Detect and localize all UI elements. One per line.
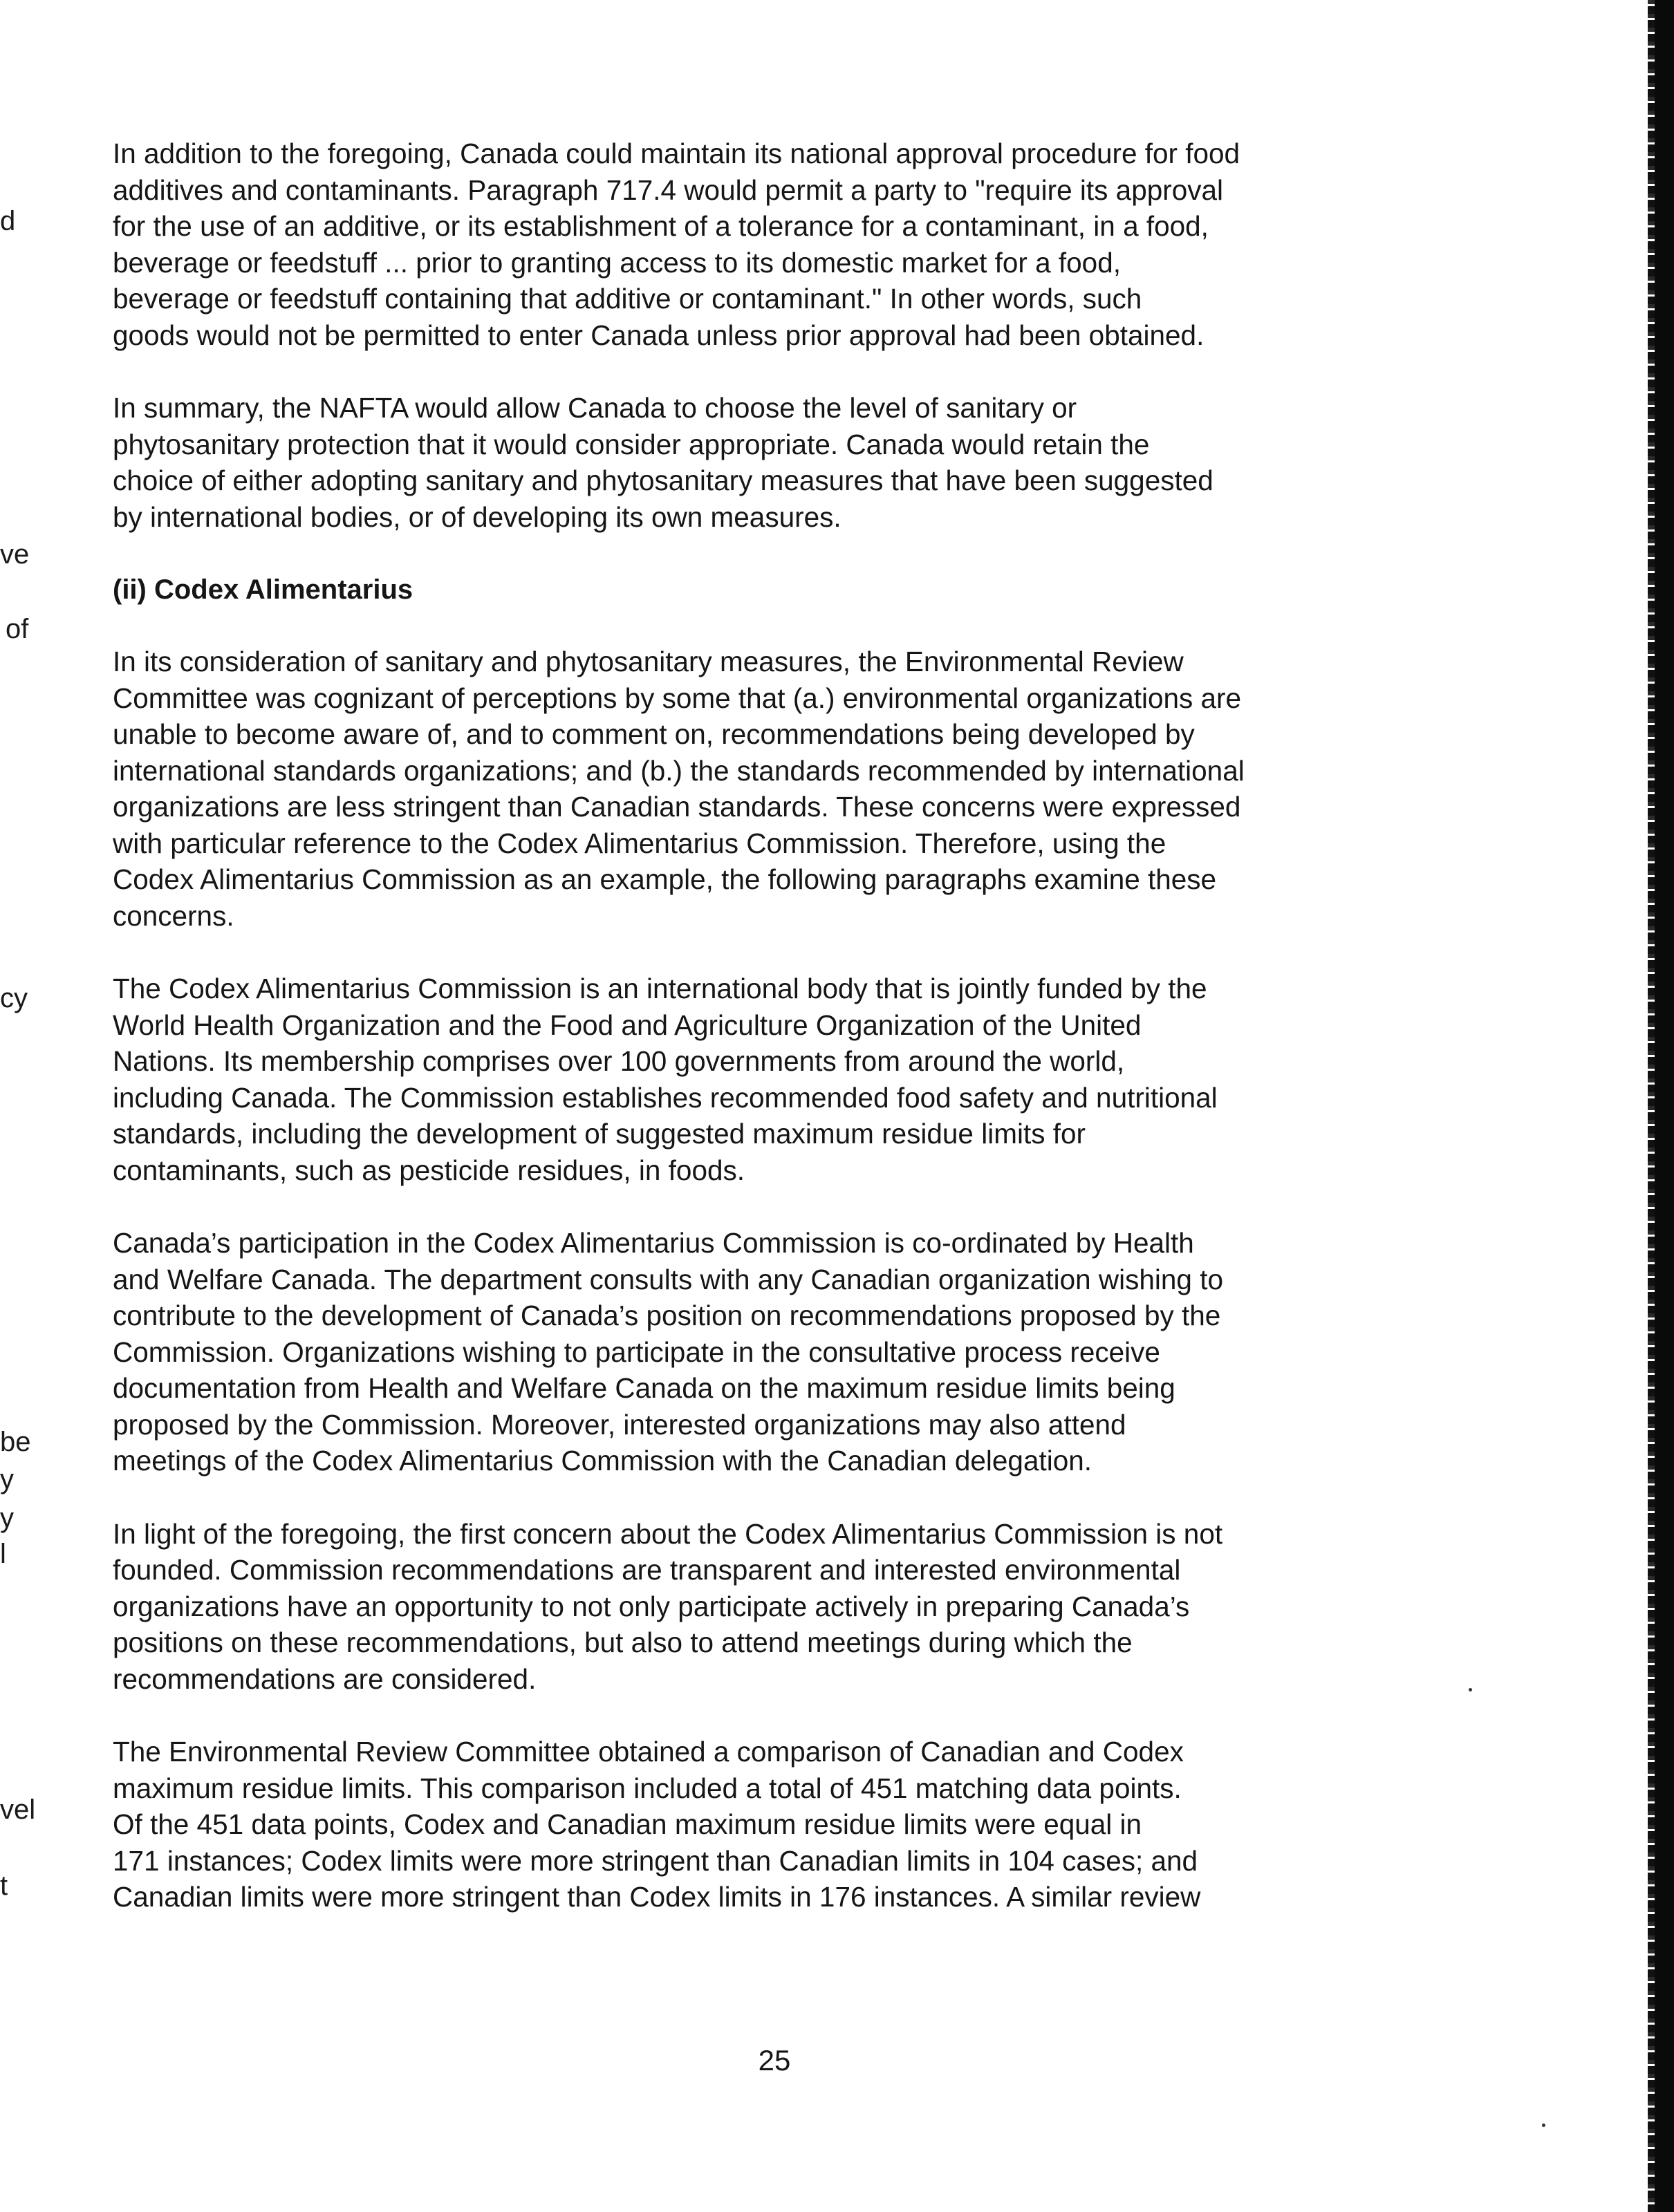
page-body: [113, 135, 1468, 1952]
page-number: 25: [758, 2044, 791, 2077]
scanned-binding-edge: [1653, 0, 1674, 2212]
margin-fragment: y: [0, 1464, 14, 1494]
margin-fragment: ve: [0, 539, 30, 570]
paragraph-approval-procedure: In addition to the foregoing, Canada could maintain its national approval procedure for food additives and contaminants. Paragraph 717.4 would permit a party to "require its approval for the use of an additive, or its establishment of a tolerance for a contaminant, in a food, beverage or feedstuff ... prior to granting access to its domestic market for a food, beverage or feedstuff containing that additive or contaminant." In other words, such goods would not be permitted to enter Canada unless prior approval had been obtained.: [113, 138, 1240, 351]
paragraph-summary: In summary, the NAFTA would allow Canada to choose the level of sanitary or phytosanitary protection that it would consider appropriate. Canada would retain the choice of either adopting sanitary and phytosanitary measures that have been suggested by international bodies, or of developing its own measures.: [113, 392, 1213, 533]
margin-fragment: l: [0, 1539, 6, 1569]
paragraph-first-concern: In light of the foregoing, the first concern about the Codex Alimentarius Commission is not founded. Commission recommendations are transparent and interested environmental organizations have an opportunity to not only participate actively in preparing Canada’s positions on these recommendations, but also to attend meetings during which the recommendations are considered.: [113, 1517, 1223, 1695]
margin-fragment: vel: [0, 1794, 36, 1825]
paragraph-codex-commission: The Codex Alimentarius Commission is an international body that is jointly funded by the World Health Organization and the Food and Agriculture Organization of the United Nations. Its membership comprises over 100 governments from around the world, including Canada. The Commission establishes recommended food safety and nutritional standards, including the development of suggested maximum residue limits for contaminants, such as pesticide residues, in foods.: [113, 973, 1218, 1186]
margin-fragment: y: [0, 1503, 14, 1533]
margin-fragment: be: [0, 1427, 31, 1457]
paragraph-canada-participation: Canada’s participation in the Codex Alimentarius Commission is co-ordinated by Health and Welfare Canada. The department consults with any Canadian organization wishing to contribute to the development of Canada’s position on recommendations proposed by the Commission. Organizations wishing to participate in the consultative process receive documentation from Health and Welfare Canada on the maximum residue limits being proposed by the Commission. Moreover, interested organizations may also attend meetings of the Codex Alimentarius Commission with the Canadian delegation.: [113, 1227, 1223, 1477]
section-heading-codex: (ii) Codex Alimentarius: [113, 574, 413, 605]
paragraph-consideration: In its consideration of sanitary and phytosanitary measures, the Environmental Review Committee was cognizant of perceptions by some that (a.) environmental organizations are unable to become aware of, and to comment on, recommendations being developed by international standards organizations; and (b.) the standards recommended by international organizations are less stringent than Canadian standards. These concerns were expressed with particular reference to the Codex Alimentarius Commission. Therefore, using the Codex Alimentarius Commission as an example, the following paragraphs examine these concerns.: [113, 646, 1245, 932]
margin-fragment: d: [0, 206, 16, 236]
margin-fragment: of: [6, 614, 29, 644]
scan-speck: [1469, 1688, 1472, 1691]
margin-fragment: t: [0, 1871, 8, 1901]
margin-fragment: cy: [0, 983, 28, 1013]
paragraph-comparison: The Environmental Review Committee obtained a comparison of Canadian and Codex maximum residue limits. This comparison included a total of 451 matching data points. Of the 451 data points, Codex and Canadian maximum residue limits were equal in 171 instances; Codex limits were more stringent than Canadian limits in 104 cases; and Canadian limits were more stringent than Codex limits in 176 instances. A similar review: [113, 1736, 1201, 1913]
facing-page-fragments: [0, 0, 55, 2212]
scan-speck: [1542, 2124, 1545, 2127]
